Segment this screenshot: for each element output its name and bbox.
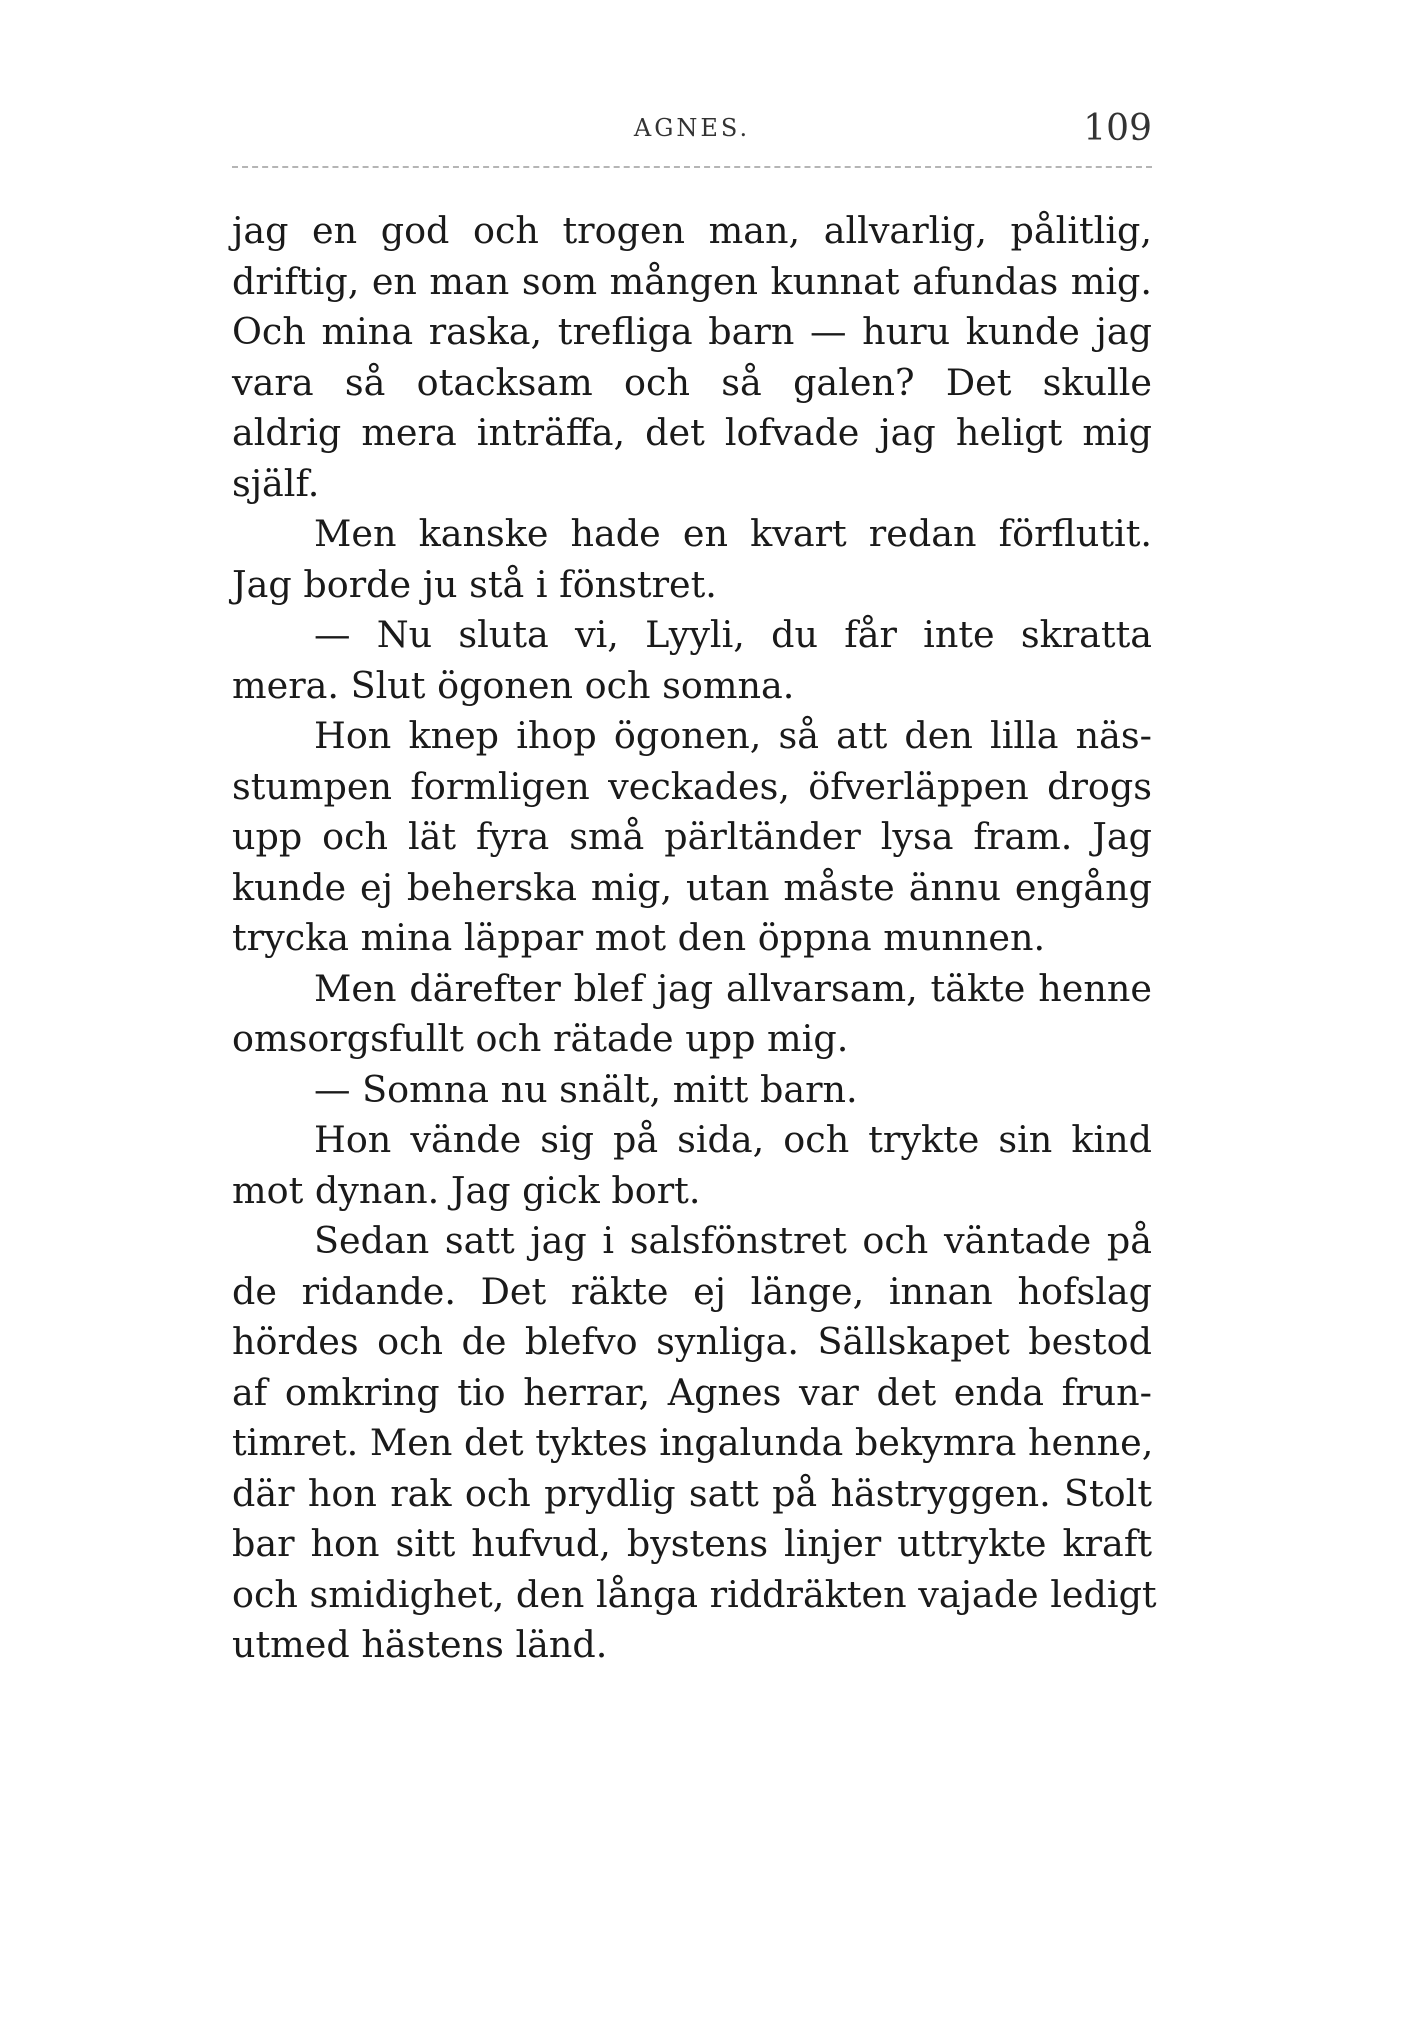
- text-line: och smidighet, den långa riddräkten vajade ledigt: [232, 1572, 1157, 1616]
- text-line: af omkring tio herrar, Agnes var det enda frun-: [232, 1370, 1152, 1414]
- text-line: Men kanske hade en kvart redan förflutit.: [314, 512, 1152, 555]
- text-line: timret. Men det tyktes ingalunda bekymra henne,: [232, 1421, 1154, 1464]
- text-line: hördes och de blefvo synliga. Sällskapet bestod: [232, 1320, 1152, 1363]
- text-line: Sedan satt jag i salsfönstret och väntade på: [314, 1219, 1152, 1262]
- text-line: Hon knep ihop ögonen, så att den lilla näs-: [314, 714, 1152, 757]
- text-line: mot dynan. Jag gick bort.: [232, 1168, 701, 1212]
- text-line: — Somna nu snält, mitt barn.: [314, 1067, 858, 1111]
- body-text: [232, 206, 1157, 1671]
- text-line: Hon vände sig på sida, och trykte sin kind: [314, 1118, 1152, 1161]
- page-number: 109: [1083, 108, 1152, 149]
- text-line: stumpen formligen veckades, öfverläppen drogs: [232, 764, 1152, 808]
- text-line: utmed hästens länd.: [232, 1623, 608, 1666]
- text-line: Jag borde ju stå i fönstret.: [232, 562, 717, 606]
- text-line: bar hon sitt hufvud, bystens linjer uttrykte kraft: [232, 1522, 1152, 1565]
- running-header: [232, 108, 1152, 158]
- header-rule: [232, 166, 1152, 168]
- text-line: — Nu sluta vi, Lyyli, du får inte skratta: [314, 613, 1152, 656]
- text-line: de ridande. Det räkte ej länge, innan hofslag: [232, 1269, 1152, 1313]
- running-title: AGNES.: [633, 114, 751, 142]
- text-line: driftig, en man som mången kunnat afundas mig.: [232, 259, 1152, 303]
- text-line: upp och lät fyra små pärltänder lysa fram. Jag: [232, 815, 1152, 858]
- text-line: Och mina raska, trefliga barn — huru kunde jag: [232, 310, 1152, 353]
- text-line: omsorgsfullt och rätade upp mig.: [232, 1017, 849, 1060]
- text-line: mera. Slut ögonen och somna.: [232, 663, 795, 707]
- text-line: aldrig mera inträffa, det lofvade jag heligt mig: [232, 411, 1152, 454]
- text-line: Men därefter blef jag allvarsam, täkte henne: [314, 966, 1152, 1010]
- text-line: själf.: [232, 461, 320, 505]
- text-line: kunde ej beherska mig, utan måste ännu engång: [232, 865, 1152, 909]
- text-line: där hon rak och prydlig satt på hästryggen. Stolt: [232, 1471, 1152, 1515]
- text-line: vara så otacksam och så galen? Det skulle: [232, 360, 1152, 404]
- text-line: trycka mina läppar mot den öppna munnen.: [232, 916, 1046, 959]
- text-line: jag en god och trogen man, allvarlig, pålitlig,: [232, 209, 1152, 252]
